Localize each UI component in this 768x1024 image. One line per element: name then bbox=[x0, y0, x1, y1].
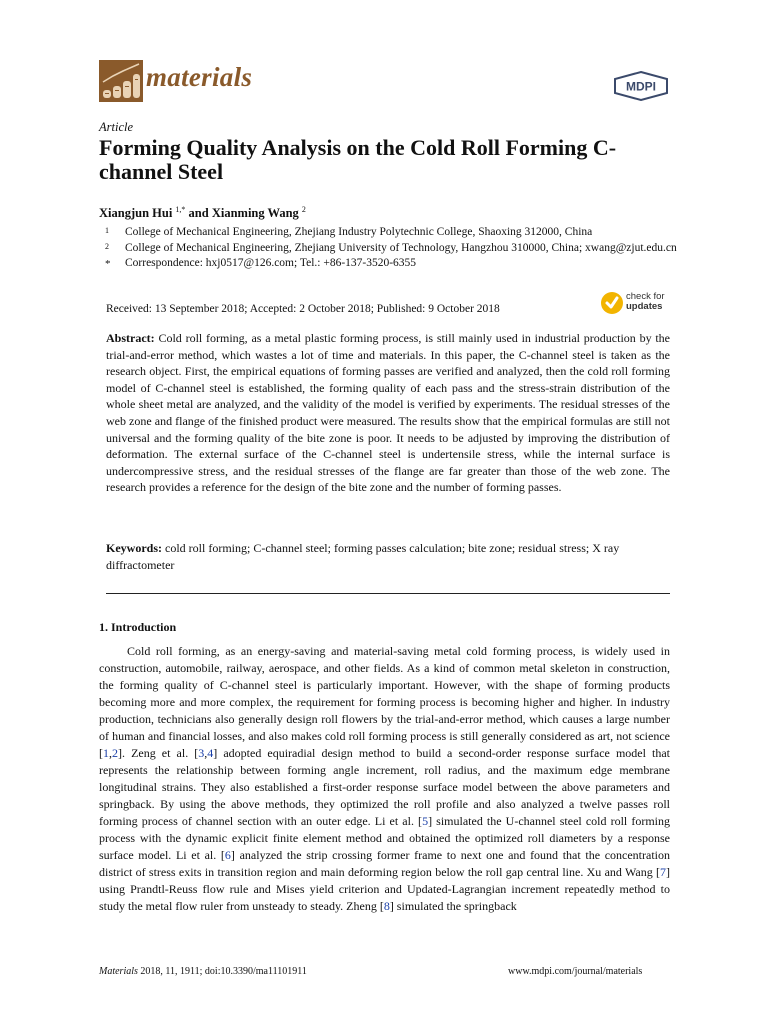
citation-link[interactable]: 1 bbox=[103, 746, 109, 760]
affiliation-text[interactable]: College of Mechanical Engineering, Zhejiang University of Technology, Hangzhou 310000, China; xwang@zjut.edu.cn bbox=[125, 241, 677, 254]
paper-title: Forming Quality Analysis on the Cold Roll Forming C-channel Steel bbox=[99, 135, 617, 184]
keywords-label: Keywords: bbox=[106, 541, 162, 555]
section-heading: 1. Introduction bbox=[99, 620, 177, 634]
affiliation-item bbox=[99, 225, 679, 241]
intro-text: ] using Prandtl-Reuss flow rule and Mises yield criterion and Updated-Lagrangian increment repeatedly method to study the metal flow ruler from unsteady to steady. Zheng [ bbox=[99, 865, 670, 913]
intro-text: ]. Zeng et al. [ bbox=[118, 746, 199, 760]
intro-text: Cold roll forming, as an energy-saving and material-saving metal cold forming process, is widely used in construction, automobile, railway, aerospace, and other fields. As a kind of common metal skeleton in construction, the forming quality of C-channel steel is particularly important. However, with the shape of forming products becoming more and more complex, the requirement for forming process is becoming higher and higher. In industry production, technicians also generally design roll flowers by the trial-and-error method, which causes a large number of human and financial losses, and also makes cold roll forming process is still generally considered as art, not science [ bbox=[99, 644, 670, 760]
affiliation-item bbox=[99, 241, 679, 257]
citation-link[interactable]: 4 bbox=[207, 746, 214, 760]
correspondence-text[interactable]: Correspondence: hxj0517@126.com; Tel.: +86-137-3520-6355 bbox=[125, 257, 417, 269]
author-affiliation-mark: 2 bbox=[301, 205, 306, 214]
footer-url[interactable]: www.mdpi.com/journal/materials bbox=[508, 966, 643, 977]
journal-logo-icon bbox=[99, 60, 143, 102]
check-for-updates-badge[interactable] bbox=[600, 290, 672, 318]
citation-link[interactable]: 2 bbox=[112, 746, 118, 760]
abstract bbox=[106, 330, 670, 496]
author-name: Xiangjun Hui bbox=[99, 206, 173, 221]
introduction-paragraph bbox=[99, 643, 670, 915]
mdpi-logo-icon bbox=[613, 71, 669, 101]
citation-link[interactable]: 3 bbox=[198, 746, 205, 760]
keywords bbox=[106, 540, 670, 573]
journal-name: materials bbox=[146, 62, 253, 92]
keywords-text: cold roll forming; C-channel steel; forming passes calculation; bite zone; residual stress; X ray diffractometer bbox=[106, 541, 620, 572]
intro-text: ] adopted equiradial design method to build a second-order response surface model that represents the relationship between forming angle increment, roll radius, and the maximum edge membrane longitudinal strains. They also established a first-order response surface model between the above parameters and springback. By using the above methods, they optimized the roll profile and also analyzed a twelve passes roll forming process of channel section with an outer edge. Li et al. [ bbox=[99, 746, 670, 828]
affiliation-text: College of Mechanical Engineering, Zhejiang Industry Polytechnic College, Shaoxing 312000, China bbox=[125, 226, 593, 238]
section-divider bbox=[106, 593, 670, 594]
intro-text: , bbox=[109, 746, 112, 760]
svg-text:MDPI: MDPI bbox=[626, 79, 656, 94]
footer-citation bbox=[99, 966, 307, 977]
citation-link[interactable]: 7 bbox=[660, 865, 666, 879]
intro-text: ] analyzed the strip crossing former frame to next one and found that the concentration district of stress exits in transition region and main deforming region below the roll gap central line. Xu and Wang [ bbox=[99, 848, 670, 879]
author-list bbox=[99, 205, 306, 221]
footer-journal-name: Materials bbox=[99, 966, 138, 977]
citation-link[interactable]: 8 bbox=[383, 899, 390, 913]
author-name: Xianming Wang bbox=[211, 206, 299, 221]
check-updates-label: check for updates bbox=[626, 291, 665, 312]
citation-link[interactable]: 5 bbox=[422, 814, 429, 828]
footer-citation-text: 2018, 11, 1911; doi:10.3390/ma11101911 bbox=[137, 966, 307, 977]
affiliation-mark: 1 bbox=[105, 226, 109, 235]
affiliation-mark: 2 bbox=[105, 241, 109, 251]
affiliations bbox=[99, 225, 679, 272]
author-joiner: and bbox=[185, 206, 212, 221]
intro-text: ] simulated the springback bbox=[389, 899, 517, 913]
correspondence-mark: * bbox=[105, 258, 111, 270]
abstract-label: Abstract: bbox=[106, 331, 155, 345]
abstract-text: Cold roll forming, as a metal plastic forming process, is still mainly used in industrial production by the trial-and-error method, which wastes a lot of time and materials. In this paper, the C-channel steel is taken as the research object. First, the empirical equations of forming passes are verified and analyzed, then the cold roll forming model of C-channel steel is established, the forming quality of each pass and the stress-strain distribution of the whole sheet metal are analyzed, and the validity of the model is verified by experiments. The residual stresses of the web zone and flange of the finished product were measured. The results show that the empirical formulas are still not universal and the forming quality of the bite zone is poor. It needs to be adjusted by improving the distribution of deformation. The external surface of the C-channel steel is undertensile stress, while the internal surface is undercompressive stress, and the residual stresses of the flange are far greater than those of the web zone. The research provides a reference for the design of the bite zone and the number of forming passes. bbox=[106, 331, 671, 495]
citation-link[interactable]: 6 bbox=[224, 848, 231, 862]
intro-text: , bbox=[204, 746, 208, 760]
author-affiliation-mark: 1,* bbox=[175, 205, 186, 214]
article-type: Article bbox=[99, 120, 134, 134]
intro-text: ] simulated the U-channel steel cold roll forming process with the dynamic explicit finite element method and obtained the optimized roll diameters by a response surface model. Li et al. [ bbox=[99, 814, 670, 862]
correspondence-item bbox=[99, 256, 679, 272]
publication-dates: Received: 13 September 2018; Accepted: 2 October 2018; Published: 9 October 2018 bbox=[106, 303, 500, 315]
check-updates-icon bbox=[600, 290, 624, 316]
